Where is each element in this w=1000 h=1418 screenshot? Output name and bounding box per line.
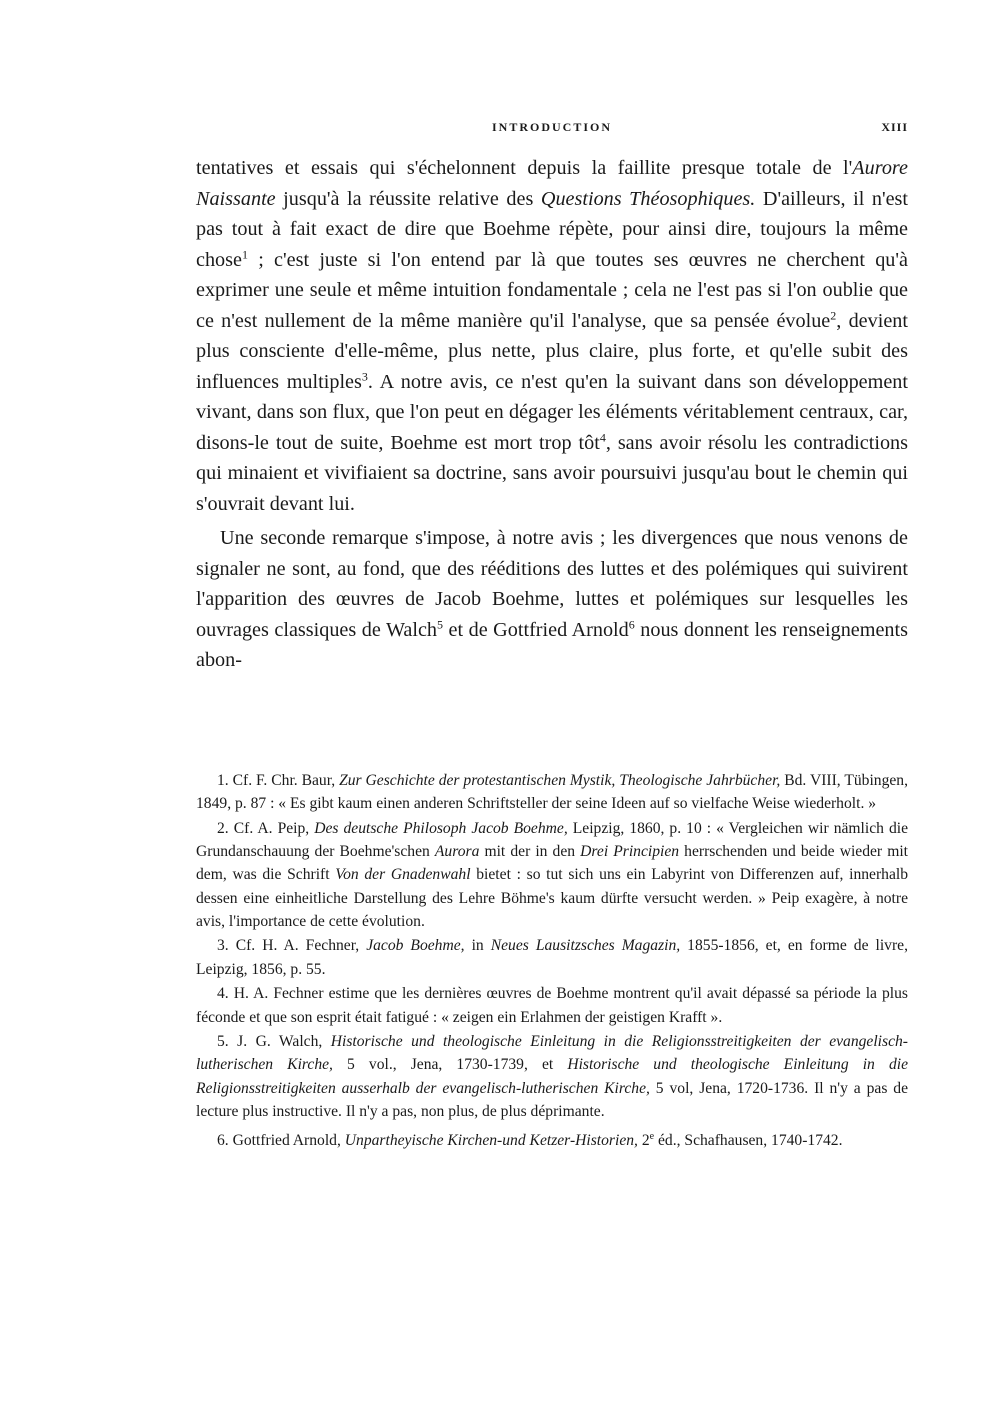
italic-title: Historische und theologische Einleitung in die Religionsstreitigkeiten der evangelisch-lutherischen Kirche, xyxy=(196,1033,908,1074)
italic-title: Unpartheyische Kirchen-und Ketzer-Historien, xyxy=(344,1131,638,1149)
page-header xyxy=(196,120,908,140)
italic-title: Historische und theologische Einleitung in die Religionsstreitigkeiten ausserhalb der evangelisch-lutherischen Kirche, xyxy=(196,1056,908,1097)
superscript: e xyxy=(649,1130,655,1142)
text-run: 1855-1856, et, en forme de livre, Leipzig, 1856, p. 55. xyxy=(196,937,908,978)
footnote-4 xyxy=(196,982,908,1028)
footnote-6 xyxy=(196,1125,908,1152)
text-run: 6. Gottfried Arnold, xyxy=(217,1131,345,1149)
text-run: 2. Cf. A. Peip, xyxy=(217,819,315,837)
footnote-2 xyxy=(196,817,908,933)
footnote-ref-2: 2 xyxy=(830,307,837,322)
text-run: et de Gottfried Arnold xyxy=(443,618,629,641)
footnotes xyxy=(196,769,908,1153)
footnote-ref-1: 1 xyxy=(241,246,248,261)
text-run: , sans avoir résolu les contradictions qui minaient et vivifiaient sa doctrine, sans avoir poursuivi jusqu'au bout le chemin qui s'ouvrait devant lui. xyxy=(196,431,908,515)
running-title: INTRODUCTION xyxy=(491,120,612,134)
text-run: herrschenden und beide wieder mit dem, was die Schrift xyxy=(196,843,908,884)
italic-title: Jacob Boehme, xyxy=(366,937,465,955)
footnote-ref-4: 4 xyxy=(599,429,606,444)
italic-title: Aurore Naissante xyxy=(196,157,908,210)
text-run: jusqu'à la réussite relative des xyxy=(275,187,541,210)
italic-title: Aurora xyxy=(434,843,480,861)
text-run: . A notre avis, ce n'est qu'en la suivant dans son développement vivant, dans son flux, que l'on peut en dégager les éléments véritablement centraux, car, disons-le tout de suite, Boehme est mort trop tôt xyxy=(196,370,908,454)
text-run: mit der in den xyxy=(479,843,581,861)
italic-title: Zur Geschichte der protestantischen Mystik, Theologische Jahrbücher, xyxy=(339,772,781,789)
text-run: Leipzig, 1860, p. 10 : « Vergleichen wir nämlich die Grundanschauung der Boehme'schen xyxy=(196,819,909,861)
text-run: in xyxy=(464,937,491,955)
main-text xyxy=(196,153,908,676)
text-run: bietet : so tut sich uns ein Labyrint von Differenzen auf, innerhalb dessen eine einheitliche Darstellung des Lehre Böhme's kaum dürfte versucht werden. » Peip exagère, à notre avis, l'importance de cette évolution. xyxy=(196,866,908,930)
text-run: ; c'est juste si l'on entend par là que toutes ses œuvres ne cherchent qu'à exprimer une seule et même intuition fondamentale ; cela ne l'est pas si l'on oublie que ce n'est nullement de la même manière qu'il l'analyse, que sa pensée évolue xyxy=(196,248,908,332)
text-run: 4. H. A. Fechner estime que les dernières œuvres de Boehme montrent qu'il avait dépassé sa période la plus féconde et que son esprit était fatigué : « zeigen ein Erlahmen der geistigen Krafft ». xyxy=(196,985,908,1026)
text-run: 1. Cf. F. Chr. Baur, xyxy=(217,772,340,789)
footnote-ref-5: 5 xyxy=(437,616,444,631)
italic-title: Des deutsche Philosoph Jacob Boehme, xyxy=(314,819,568,837)
text-run: Une seconde remarque s'impose, à notre avis ; les divergences que nous venons de signaler ne sont, au fond, que des rééditions des luttes et des polémiques qui suivirent l'apparition des œuvres de Jacob Boehme, luttes et polémiques sur lesquelles les ouvrages classiques de Walch xyxy=(196,527,908,641)
text-run: nous donnent les renseignements abon- xyxy=(196,618,908,671)
footnote-ref-3: 3 xyxy=(361,368,368,383)
paragraph-2 xyxy=(196,523,908,676)
text-run: 2 xyxy=(637,1131,650,1149)
text-run: Bd. VIII, Tübingen, 1849, p. 87 : « Es gibt kaum einen anderen Schriftsteller der seine Ideen auf so vielfache Weise wiederholt. » xyxy=(196,772,908,813)
italic-title: Neues Lausitzsches Magazin, xyxy=(490,937,681,955)
italic-title: Questions Théosophiques. xyxy=(540,187,756,210)
footnote-5 xyxy=(196,1030,908,1123)
text-run: 5 vol, Jena, 1720-1736. Il n'y a pas de lecture plus instructive. Il n'y a pas, non plus, de plus déprimante. xyxy=(196,1079,908,1120)
italic-title: Drei Principien xyxy=(580,843,680,861)
footnote-ref-6: 6 xyxy=(628,616,635,631)
page-number: XIII xyxy=(881,120,908,134)
text-run: 3. Cf. H. A. Fechner, xyxy=(217,937,367,955)
text-run: 5. J. G. Walch, xyxy=(217,1033,331,1051)
text-run: D'ailleurs, il n'est pas tout à fait exact de dire que Boehme répète, pour ainsi dire, toujours la même chose xyxy=(196,187,909,271)
text-run: éd., Schafhausen, 1740-1742. xyxy=(654,1131,843,1149)
paragraph-1 xyxy=(196,153,908,519)
text-run: , devient plus consciente d'elle-même, plus nette, plus claire, plus forte, et qu'elle subit des influences multiples xyxy=(196,309,908,393)
footnote-3 xyxy=(196,934,908,980)
italic-title: Von der Gnadenwahl xyxy=(335,866,471,884)
text-run: 5 vol., Jena, 1730-1739, et xyxy=(332,1056,568,1074)
text-run: tentatives et essais qui s'échelonnent depuis la faillite presque totale de l' xyxy=(196,157,853,179)
footnote-1 xyxy=(196,769,908,815)
